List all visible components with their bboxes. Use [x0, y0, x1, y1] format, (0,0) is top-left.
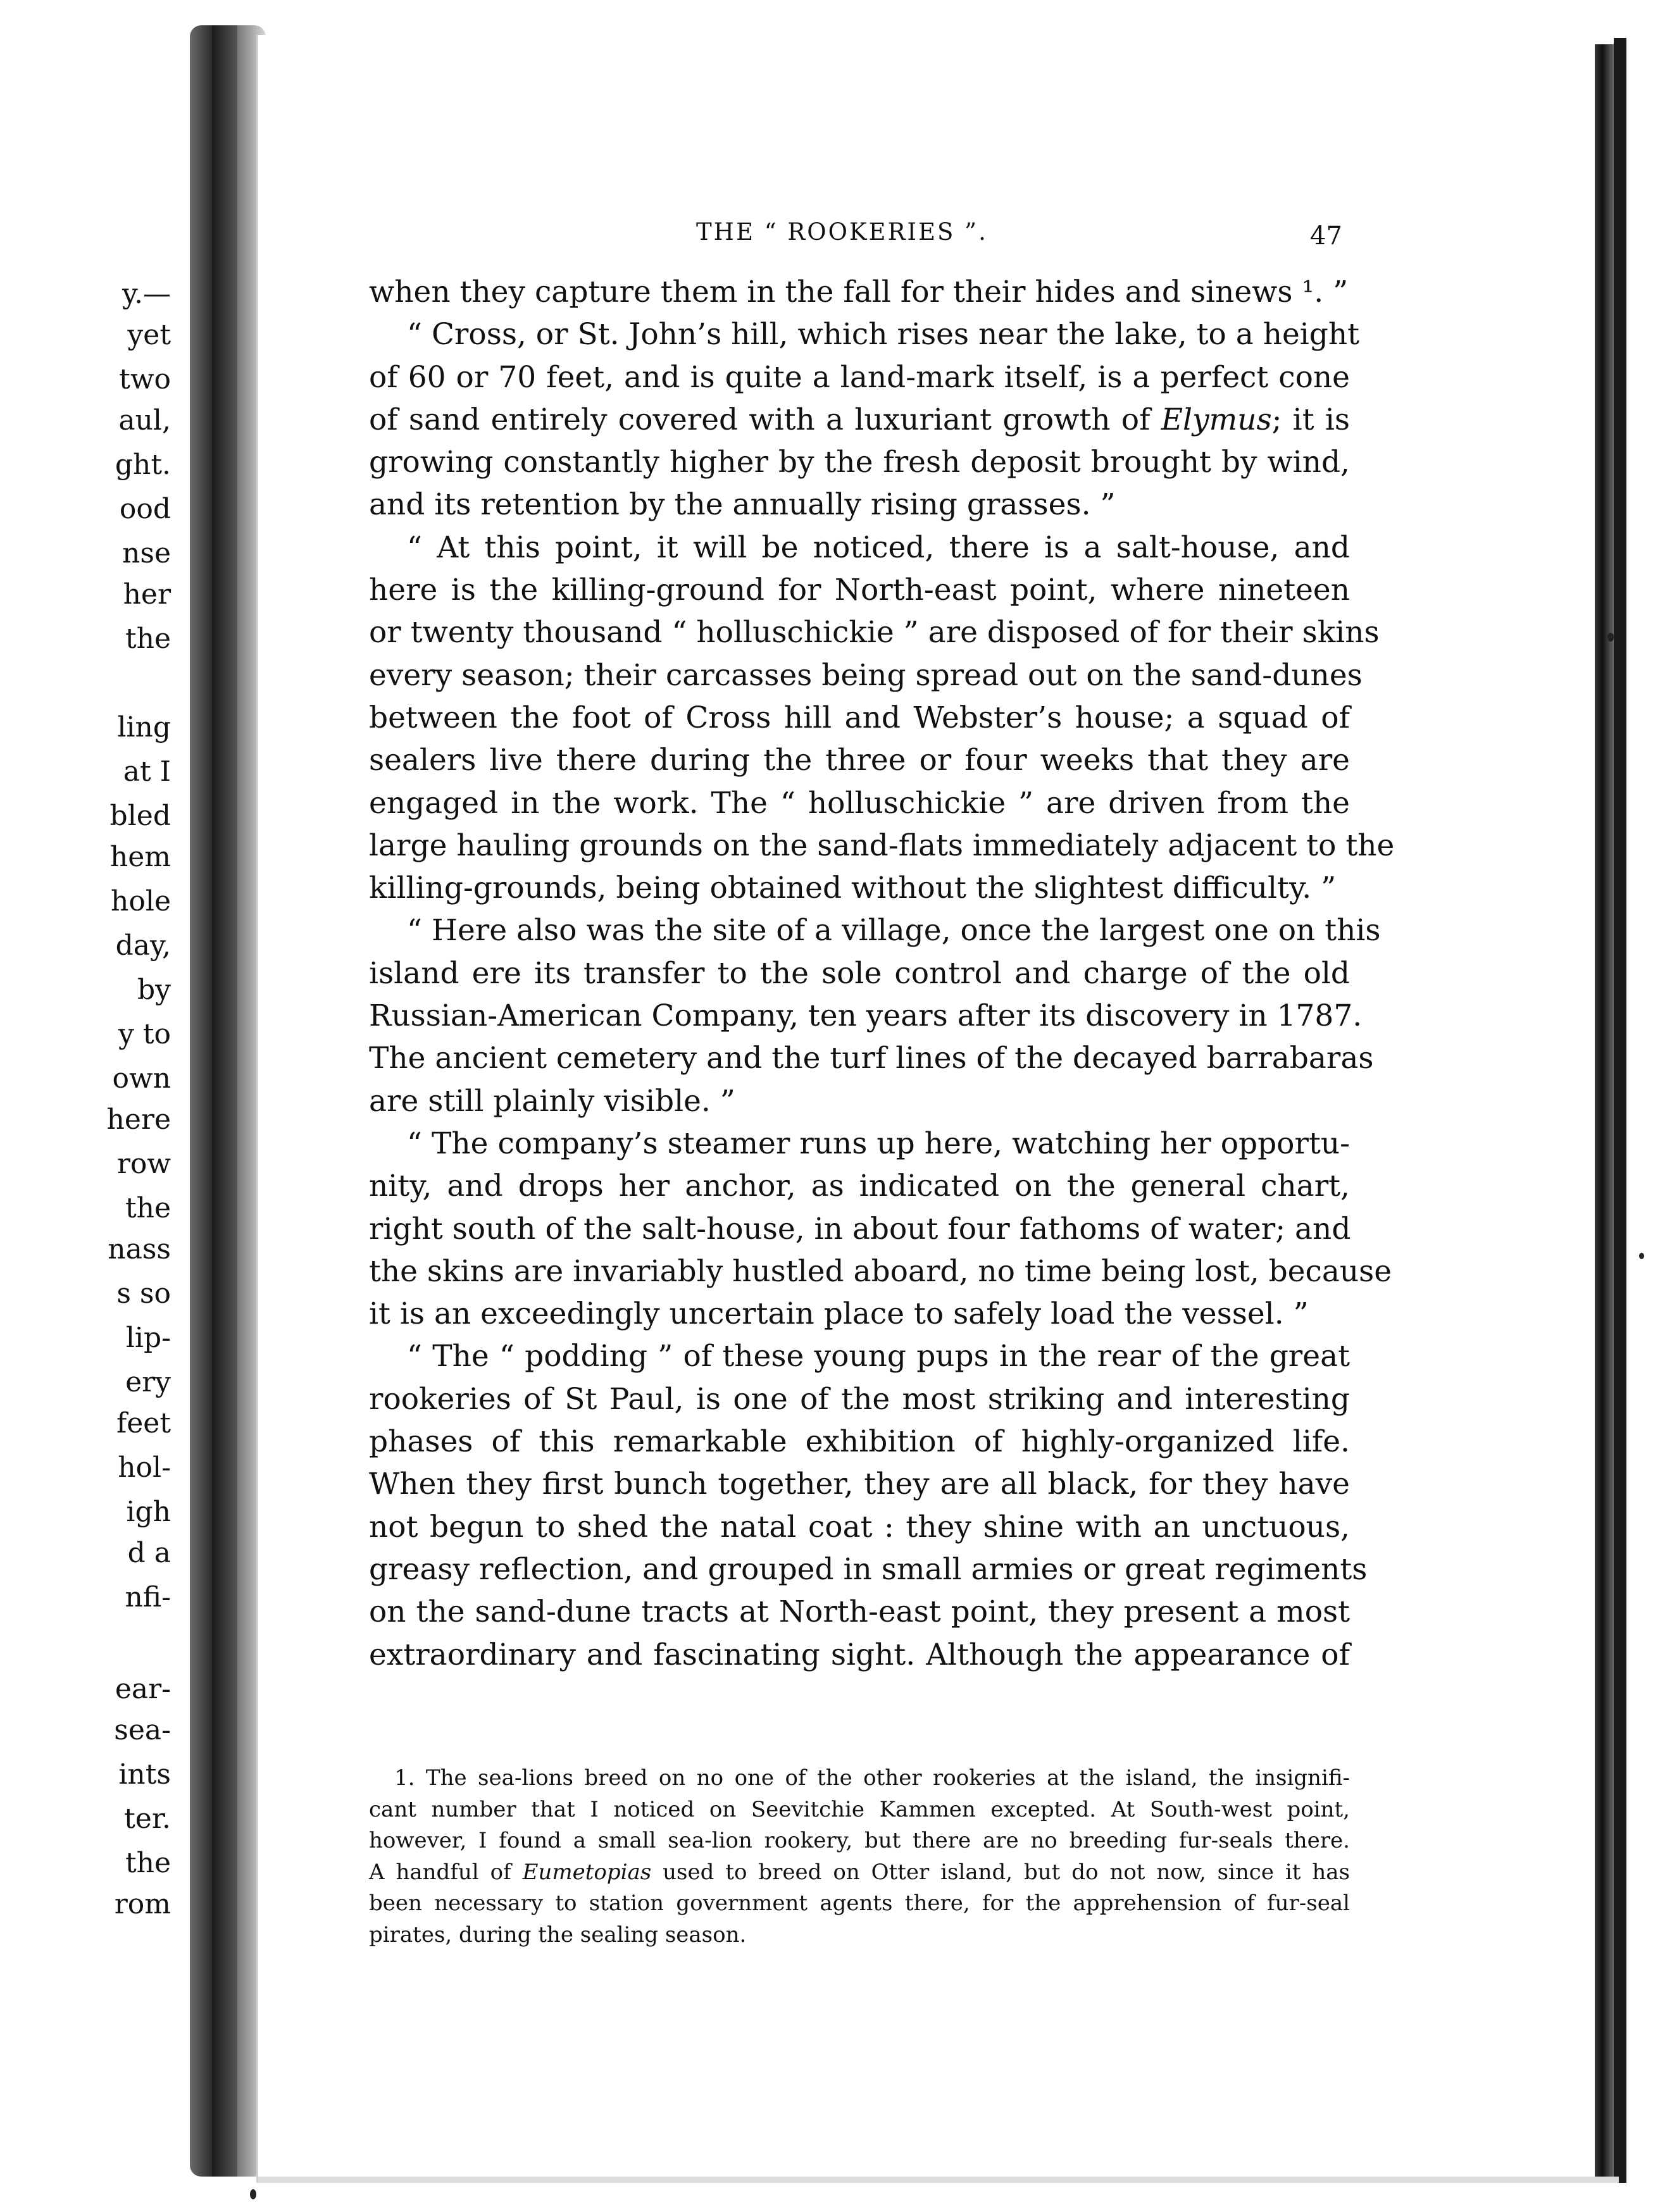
text-line: growing constantly higher by the fresh deposit brought by wind,	[369, 445, 1350, 480]
previous-page-fragment: hem	[109, 841, 171, 873]
footnote-line: 1. The sea-lions breed on no one of the other rookeries at the island, the insignifi-	[394, 1765, 1350, 1791]
text-line: nity, and drops her anchor, as indicated on the general chart,	[369, 1169, 1350, 1204]
text-line: and its retention by the annually rising grasses. ”	[369, 487, 1116, 523]
footnote-line: cant number that I noticed on Seevitchie Kammen excepted. At South-west point,	[369, 1796, 1350, 1822]
previous-page-fragment: the	[125, 1847, 171, 1879]
text-line: greasy reflection, and grouped in small armies or great regiments	[369, 1551, 1368, 1587]
text-line-segment: of sand entirely covered with a luxuriant growth of	[369, 402, 1161, 437]
previous-page-fragment: aul,	[118, 404, 171, 437]
text-line: between the foot of Cross hill and Webster’s house; a squad of	[369, 700, 1350, 735]
text-line: are still plainly visible. ”	[369, 1083, 735, 1119]
previous-page-fragment: yet	[127, 319, 171, 351]
text-line: “ Here also was the site of a village, once the largest one on this	[407, 913, 1381, 948]
previous-page-fragment: ery	[125, 1366, 171, 1398]
text-line: when they capture them in the fall for their hides and sinews ¹. ”	[369, 275, 1349, 309]
previous-page-fragment: hole	[111, 885, 171, 917]
book-gutter	[212, 25, 237, 2177]
scan-speck	[250, 2189, 256, 2199]
text-line: killing-grounds, being obtained without the slightest difficulty. ”	[369, 871, 1337, 906]
previous-page-fragment: feet	[116, 1407, 171, 1439]
text-line: not begun to shed the natal coat : they shine with an unctuous,	[369, 1509, 1350, 1544]
text-line: every season; their carcasses being spread out on the sand-dunes	[369, 657, 1363, 693]
previous-page-fragment: hol-	[118, 1451, 171, 1484]
text-line: right south of the salt-house, in about four fathoms of water; and	[369, 1211, 1351, 1246]
text-line: of 60 or 70 feet, and is quite a land-mark itself, is a perfect cone	[369, 359, 1350, 395]
previous-page-fragment: ood	[119, 493, 171, 525]
previous-page-fragment: ints	[118, 1758, 171, 1791]
text-line: The ancient cemetery and the turf lines of the decayed barrabaras	[369, 1041, 1374, 1076]
page-edge-right	[1595, 44, 1614, 2177]
previous-page-fragment: igh	[126, 1496, 171, 1528]
text-line: extraordinary and fascinating sight. Although the appearance of	[369, 1637, 1350, 1672]
text-line: it is an exceedingly uncertain place to safely load the vessel. ”	[369, 1296, 1309, 1332]
previous-page-fragment: sea-	[114, 1714, 171, 1746]
text-line: “ At this point, it will be noticed, there is a salt-house, and	[407, 530, 1350, 565]
previous-page-fragment: d a	[127, 1537, 171, 1569]
previous-page-fragment: ling	[117, 711, 171, 743]
previous-page-fragment: by	[137, 974, 171, 1006]
text-line: “ Cross, or St. John’s hill, which rises near the lake, to a height	[407, 317, 1360, 352]
previous-page-fragment: two	[119, 363, 171, 395]
previous-page-fragment: lip-	[125, 1322, 171, 1354]
previous-page-fragment: nass	[108, 1233, 171, 1265]
previous-page-fragment: here	[106, 1103, 171, 1136]
footnote-line: however, I found a small sea-lion rookery, but there are no breeding fur-seals there.	[369, 1828, 1350, 1853]
page-edge-right-dark	[1614, 38, 1626, 2183]
previous-page-fragment: the	[125, 1192, 171, 1224]
text-line: or twenty thousand “ holluschickie ” are disposed of for their skins	[369, 615, 1380, 650]
previous-page-fragment: day,	[115, 929, 171, 962]
previous-page-fragment: ter.	[124, 1803, 171, 1835]
text-line: sealers live there during the three or four weeks that they are	[369, 743, 1350, 778]
running-head: THE “ ROOKERIES ”.	[696, 218, 988, 245]
text-line: When they first bunch together, they are all black, for they have	[369, 1467, 1350, 1502]
previous-page-fragment: row	[116, 1148, 171, 1180]
scan-speck	[1639, 1253, 1644, 1259]
previous-page-fragment: her	[123, 578, 171, 611]
previous-page-fragment: bled	[109, 800, 171, 832]
text-line: rookeries of St Paul, is one of the most striking and interesting	[369, 1381, 1350, 1417]
text-line: Russian-American Company, ten years after its discovery in 1787.	[369, 998, 1363, 1034]
footnote-line-italic-term: Eumetopias	[522, 1859, 652, 1885]
previous-page-fragment: rom	[114, 1888, 171, 1920]
text-line: large hauling grounds on the sand-flats immediately adjacent to the	[369, 828, 1395, 863]
text-line-italic-term: Elymus	[1161, 402, 1272, 437]
previous-page-fragment: s so	[116, 1277, 171, 1310]
previous-page-fragment: own	[112, 1062, 171, 1095]
footnote-line	[369, 1857, 1350, 1889]
footnote-line-segment: A handful of	[369, 1859, 523, 1885]
text-line: engaged in the work. The “ holluschickie ” are driven from the	[369, 785, 1350, 821]
previous-page-fragment: at I	[123, 755, 171, 788]
previous-page-fragment: y.—	[122, 278, 171, 310]
footnote-line: been necessary to station government agents there, for the apprehension of fur-seal	[369, 1891, 1350, 1916]
text-line: phases of this remarkable exhibition of highly-organized life.	[369, 1424, 1350, 1460]
previous-page-fragment: y to	[118, 1018, 171, 1050]
text-line	[369, 399, 1350, 441]
body-text	[369, 271, 1395, 1676]
footnote-line-segment: used to breed on Otter island, but do not now, since it has	[651, 1859, 1350, 1885]
scan-speck	[1607, 633, 1614, 642]
previous-page-fragment: ear-	[115, 1673, 171, 1705]
previous-page-fragment: ght.	[115, 449, 171, 481]
footnote-line: pirates, during the sealing season.	[369, 1922, 747, 1948]
page-number: 47	[1310, 221, 1342, 251]
text-line: on the sand-dune tracts at North-east point, they present a most	[369, 1594, 1350, 1630]
text-line: here is the killing-ground for North-east point, where nineteen	[369, 573, 1350, 608]
text-line: “ The “ podding ” of these young pups in the rear of the great	[407, 1339, 1350, 1374]
previous-page-edge	[0, 0, 266, 2212]
previous-page-fragment: nfi-	[125, 1581, 171, 1613]
previous-page-fragment: the	[125, 623, 171, 655]
text-line: island ere its transfer to the sole control and charge of the old	[369, 955, 1350, 991]
text-line: “ The company’s steamer runs up here, watching her opportu-	[407, 1126, 1350, 1161]
text-line: the skins are invariably hustled aboard, no time being lost, because	[369, 1253, 1392, 1289]
page-bottom-edge	[258, 2177, 1619, 2183]
previous-page-fragment: nse	[122, 537, 171, 569]
footnotes	[369, 1763, 1350, 1951]
text-line-segment: ; it is	[1271, 402, 1350, 437]
